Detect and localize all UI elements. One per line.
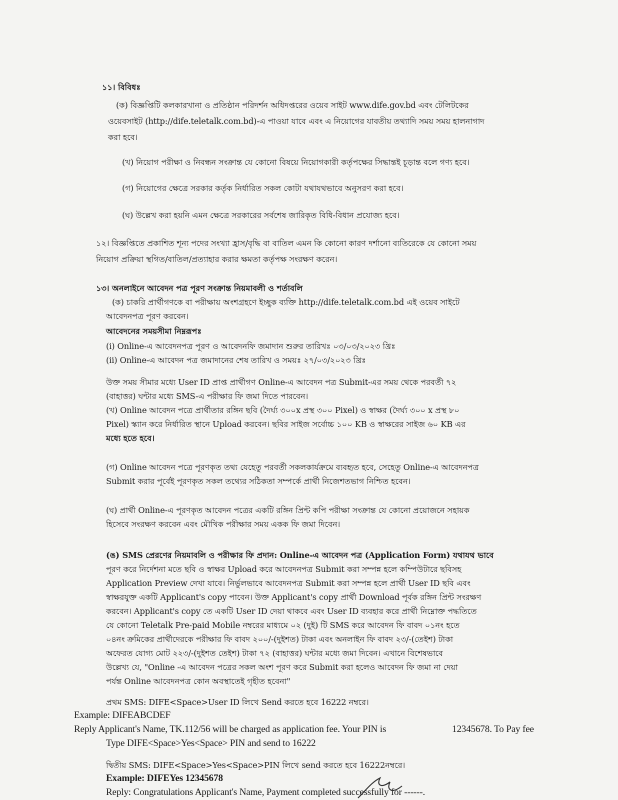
- section-13-ka-line-2: আবেদনপত্র পূরণ করবেন।: [106, 311, 189, 321]
- section-13-kha-line-3: মধ্যে হতে হবে।: [106, 433, 155, 443]
- sms-rules-line-5: করবেন। Applicant's copy তে একটি User ID দেয়া থাকবে এবং User ID ব্যবহার করে প্রার্থী নিম্নোক্ত পদ্ধতিতে: [106, 606, 477, 616]
- signature-mark: [352, 772, 412, 800]
- sms-rules-line-9: উল্লেখ্য যে, "Online -এ আবেদন পত্রের সকল অংশ পূরণ করে Submit করা হলেও আবেদন ফি জমা না দেয়া: [106, 662, 458, 672]
- sms-rules-line-10: পর্যন্ত Online আবেদনপত্র কোন অবস্থাতেই গৃহীত হবেনা": [106, 676, 291, 686]
- section-11-gha: (ঘ) উল্লেখ করা হয়নি এমন ক্ষেত্রে সরকারের সর্বশেষ জারিকৃত বিধি-বিধান প্রযোজ্য হবে।: [122, 210, 400, 220]
- section-12-line-2: নিয়োগ প্রক্রিয়া স্থগিত/বাতিল/প্রত্যাহার করার ক্ষমতা কর্তৃপক্ষ সংরক্ষণ করেন।: [96, 254, 338, 264]
- sms-rules-line-6: যে কোনো Teletalk Pre-paid Mobile নম্বরের মাধ্যমে ০২ (দুই) টি SMS করে আবেদন ফি বাবদ ০১নং হতে: [106, 620, 460, 630]
- section-13-ga-line-2: Submit করার পূর্বেই পূরণকৃত সকল তথ্যের সঠিকতা সম্পর্কে প্রার্থী নিজেশতভাগ নিশ্চিত হবেন।: [106, 476, 411, 486]
- time-limit-line-1: উক্ত সময় সীমার মধ্যে User ID প্রাপ্ত প্রার্থীগণ Online-এ আবেদন পত্র Submit-এর সময় থেকে পরবর্তী ৭২: [106, 377, 457, 387]
- section-11-heading: ১১। বিবিধঃ: [102, 82, 141, 92]
- sms-rules-line-7: ০৪নং ক্রমিকের প্রার্থীদেরকে পরীক্ষার ফি বাবদ ২০০/-(দুইশত) টাকা এবং অনলাইন ফি বাবদ ২৩/-(তেইশ) টাকা: [106, 634, 454, 644]
- section-13-gha-line-1: (ঘ) প্রার্থী Online-এ পূরণকৃত আবেদন পত্রের একটি রঙ্গিন প্রিন্ট কপি পরীক্ষা সংক্রান্ত যে কোনো প্রয়োজনে সহায়ক: [106, 505, 470, 515]
- section-11-ga: (গ) নিয়োগের ক্ষেত্রে সরকার কর্তৃক নির্ধারিত সকল কোটা যথাযথভাবে অনুসরণ করা হবে।: [122, 183, 404, 193]
- reply-1-line-2: Type DIFE<Space>Yes<Space> PIN and send to 16222: [106, 738, 316, 749]
- section-12-line-1: ১২। বিজ্ঞপ্তিতে প্রকাশিত শূন্য পদের সংখ্যা হ্রাস/বৃদ্ধি বা বাতিল এমন কি কোনো কারণ দর্শানো ব্যতিরেকে যে কোনো সময়: [96, 238, 477, 248]
- example-1: Example: DIFEABCDEF: [74, 710, 171, 721]
- section-11-ka-line-1: (ক) বিজ্ঞপ্তিটি কলকারখানা ও প্রতিষ্ঠান পরিদর্শন অধিদপ্তরের ওয়েব সাইট www.dife.gov.bd এবং টেলিটকের: [116, 100, 469, 110]
- section-13-ga-line-1: (গ) Online আবেদন পত্রে পূরণকৃত তথ্য যেহেতু পরবর্তী সকলকার্যক্রমে ব্যবহৃত হবে, সেহেতু Online-এ আবেদনপত্র: [106, 462, 479, 472]
- section-11-ka-line-3: করা হবে।: [108, 132, 138, 142]
- second-sms-instruction: দ্বিতীয় SMS: DIFE<Space>Yes<Space>PIN লিখে send করতে হবে 16222নম্বরে।: [106, 760, 406, 770]
- sms-rules-line-1: (ঙ) SMS প্রেরণের নিয়মাবলি ও পরীক্ষার ফি প্রদান: Online-এ আবেদন পত্র (Application Form) যথাযথ ভাবে: [106, 550, 494, 560]
- application-time-heading: আবেদনের সময়সীমা নিম্নরূপঃ: [106, 326, 202, 336]
- sms-rules-line-4: স্বাক্ষরযুক্ত একটি Applicant's copy পাবেন। উক্ত Applicant's copy প্রার্থী Download পূর্বক রঙ্গিন প্রিন্ট সংরক্ষণ: [106, 592, 482, 602]
- section-13-ka-line-1: (ক) চাকরি প্রার্থীগণকে বা পরীক্ষায় অংশগ্রহণে ইচ্ছুক ব্যক্তি http://dife.teletalk.com.bd এই ওয়েব সাইটে: [112, 297, 460, 307]
- reply-1-line-1: Reply Applicant's Name, TK.112/56 will be charged as application fee. Your PIN is: [74, 724, 387, 735]
- section-13-kha-line-2: Pixel) স্ক্যান করে নির্ধারিত স্থানে Upload করবেন। ছবির সাইজ সর্বোচ্চ ১০০ KB ও স্বাক্ষরের সাইজ ৬০ KB এর: [106, 419, 466, 429]
- reply-1-line-1-end: 12345678. To Pay fee: [452, 724, 534, 735]
- sms-rules-line-2: পূরণ করে নির্দেশনা মতে ছবি ও স্বাক্ষর Upload করে আবেদনপত্র Submit করা সম্পন্ন হলে কম্পিউটারে ছবিসহ: [106, 564, 462, 574]
- reply-2: Reply: Congratulations Applicant's Name, Payment completed successfully for ------.: [106, 787, 426, 798]
- first-sms-instruction: প্রথম SMS: DIFE<Space>User ID লিখে Send করতে হবে 16222 নম্বরে।: [106, 697, 369, 707]
- time-limit-line-2: (বাহাত্তর) ঘন্টার মধ্যে SMS-এ পরীক্ষার ফি জমা দিতে পারবেন।: [106, 391, 309, 401]
- section-11-kha: (খ) নিয়োগ পরীক্ষা ও নিবন্ধন সংক্রান্ত যে কোনো বিষয়ে নিয়োগকারী কর্তৃপক্ষের সিদ্ধান্তই চূড়ান্ত বলে গণ্য হবে।: [122, 157, 470, 167]
- section-13-heading: ১৩। অনলাইনে আবেদন পত্র পূরণ সংক্রান্ত নিয়মাবলী ও শর্তাবলি: [96, 283, 303, 293]
- example-2: Example: DIFEYes 12345678: [106, 773, 223, 784]
- start-date-line: (i) Online-এ আবেদনপত্র পূরণ ও আবেদনফি জমাদান শুরুর তারিখঃ ০৩/০৩/২০২৩ খ্রিঃ: [106, 341, 396, 351]
- section-11-ka-line-2: ওয়েবসাইট (http://dife.teletalk.com.bd)-এ পাওয়া যাবে এবং এ নিয়োগের যাবতীয় তথ্যাদি সময় সময় হালনাগাদ: [108, 116, 485, 126]
- end-date-line: (ii) Online-এ আবেদন পত্র জমাদানের শেষ তারিখ ও সময়ঃ ২৭/০৩/২০২৩ খ্রিঃ: [106, 355, 366, 365]
- section-13-kha-line-1: (খ) Online আবেদন পত্রে প্রার্থীতার রঙ্গিন ছবি (দৈর্ঘ্য ৩০০x প্রস্থ ৩০০ Pixel) ও স্বাক্ষর (দৈর্ঘ্য ৩০০ x প্রস্থ ৮০: [106, 405, 460, 415]
- sms-rules-line-3: Application Preview দেখা যাবে। নির্ভুলভাবে আবেদনপত্র Submit করা সম্পন্ন হলে প্রার্থী User ID ছবি এবং: [106, 578, 471, 588]
- sms-rules-line-8: অফেরত যোগ্য মোট ২২৩/-(দুইশত তেইশ) টাকা ৭২ (বাহাত্তর) ঘন্টার মধ্যে জমা দিবেন। এখানে বিশেষভাবে: [106, 648, 443, 658]
- section-13-gha-line-2: হিসেবে সংরক্ষণ করবেন এবং মৌখিক পরীক্ষার সময় একক ফি জমা দিবেন।: [106, 519, 341, 529]
